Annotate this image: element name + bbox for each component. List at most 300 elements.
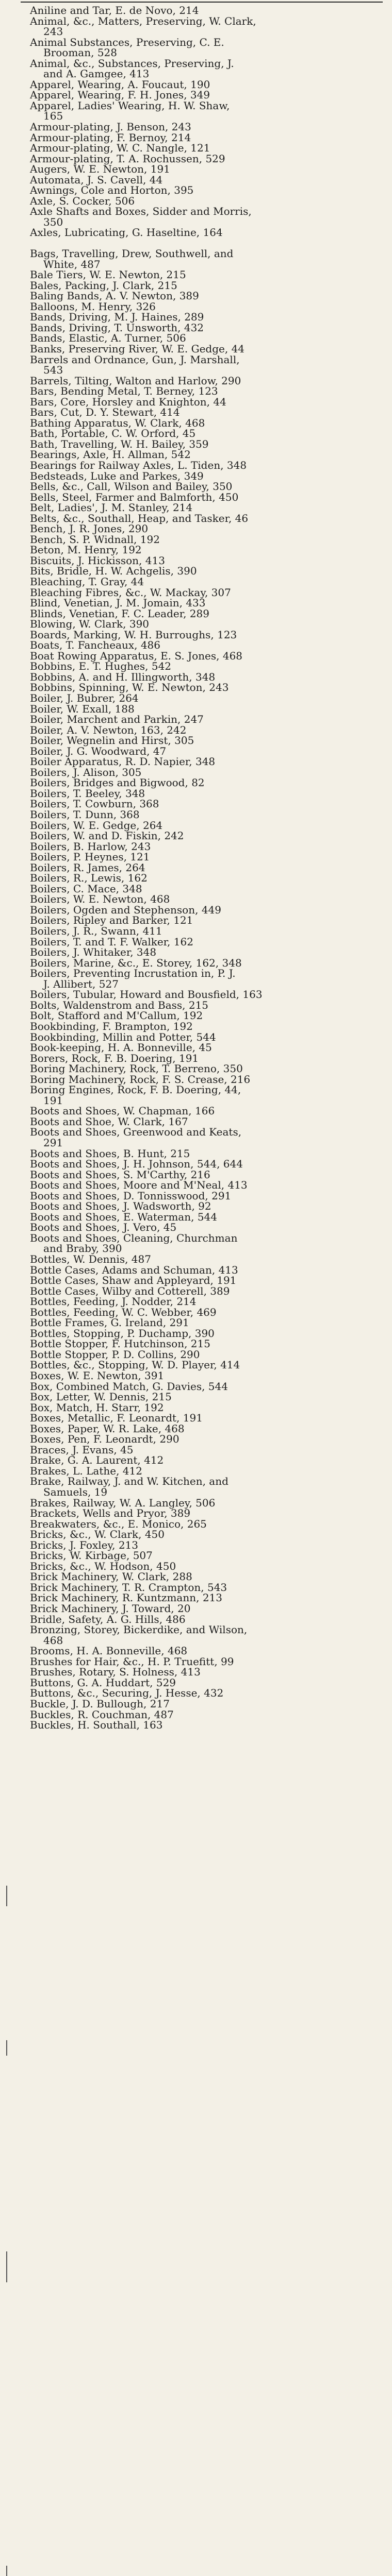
index-entry: [30, 1423, 365, 1434]
index-entry-text: Boilers, Marine, &c., E. Storey, 162, 348: [30, 956, 242, 969]
index-entry-text: Boilers, Ripley and Barker, 121: [30, 914, 193, 927]
index-entry: [30, 1201, 365, 1212]
index-entry: [30, 492, 365, 503]
index-entry: [30, 894, 365, 905]
index-entry: [30, 471, 365, 482]
index-entry-text: Bottle Stopper, F. Hutchinson, 215: [30, 1337, 210, 1350]
index-entry: [30, 1434, 365, 1445]
index-entry-text: Buckles, R. Couchman, 487: [30, 1708, 174, 1721]
index-entry-text: Boots and Shoes, J. Vero, 45: [30, 1221, 177, 1234]
index-entry: [30, 1624, 365, 1646]
index-entry-text: Boilers, Preventing Incrustation in, P. J.: [30, 967, 236, 980]
index-entry-text: Boring Engines, Rock, F. B. Doering, 44,: [30, 1083, 241, 1096]
index-entry-text: Brackets, Wells and Pryor, 389: [30, 1507, 191, 1520]
index-entry: [30, 820, 365, 831]
index-entry-text: Armour-plating, F. Bernoy, 214: [30, 131, 191, 144]
index-entry: [30, 735, 365, 746]
index-entry-text: Borers, Rock, F. B. Doering, 191: [30, 1052, 199, 1064]
index-entry-text: Box, Combined Match, G. Davies, 544: [30, 1380, 228, 1393]
index-entry: [30, 5, 365, 16]
index-entry: [30, 269, 365, 280]
index-entry-text: Boxes, Paper, W. R. Lake, 468: [30, 1422, 185, 1435]
index-entry-text: Boots and Shoes, S. M'Carthy, 216: [30, 1168, 210, 1181]
index-entry-text: Boiler Apparatus, R. D. Napier, 348: [30, 755, 216, 768]
index-entry: [30, 1116, 365, 1127]
index-entry: [30, 1106, 365, 1116]
index-entry-text: Brick Machinery, T. R. Crampton, 543: [30, 1581, 227, 1594]
index-entry: [30, 704, 365, 715]
index-entry: [30, 407, 365, 418]
index-entry: [30, 418, 365, 429]
index-entry-text: Boots and Shoes, Moore and M'Neal, 413: [30, 1179, 248, 1192]
index-entry: [30, 1159, 365, 1170]
index-entry: [30, 1699, 365, 1709]
index-entry-text: Boilers, P. Heynes, 121: [30, 851, 150, 863]
index-entry: [30, 428, 365, 439]
index-entry-text: Boilers, T. Beeley, 348: [30, 787, 145, 800]
index-entry: [30, 809, 365, 820]
index-entry-text: Blind, Venetian, J. M. Jomain, 433: [30, 597, 206, 609]
index-entry: [30, 1042, 365, 1053]
index-entry: [30, 1180, 365, 1191]
index-entry-text: Boxes, Pen, F. Leonardt, 290: [30, 1433, 179, 1446]
index-entry-text: Boilers, R. James, 264: [30, 861, 145, 874]
index-entry-text: Bales, Packing, J. Clark, 215: [30, 279, 177, 292]
index-entry: [30, 481, 365, 492]
index-entry: [30, 714, 365, 725]
index-entry-text: Boilers, J. Whitaker, 348: [30, 946, 157, 959]
index-entry-text: Boring Machinery, Rock, T. Berreno, 350: [30, 1062, 243, 1075]
index-entry-text: Boilers, W. E. Gedge, 264: [30, 819, 163, 832]
index-entry-text: Bleaching Fibres, &c., W. Mackay, 307: [30, 586, 231, 599]
index-entry-text: Bearings, Axle, H. Allman, 542: [30, 448, 191, 461]
index-entry-text: Boots and Shoes, B. Hunt, 215: [30, 1147, 190, 1160]
index-entry: [30, 725, 365, 736]
index-entry-text: Axle, S. Cocker, 506: [30, 194, 135, 207]
index-entry-text: Brick Machinery, W. Clark, 288: [30, 1570, 192, 1583]
index-entry-text: Bars, Core, Horsley and Knighton, 44: [30, 395, 226, 408]
index-entry: [30, 682, 365, 693]
index-entry: [30, 1317, 365, 1328]
index-entry: [30, 1063, 365, 1074]
index-entry-text: Balloons, M. Henry, 326: [30, 300, 156, 313]
index-entry: [30, 1000, 365, 1011]
index-entry-text: Bale Tiers, W. E. Newton, 215: [30, 268, 186, 281]
top-rule: [21, 2, 383, 3]
index-entry-text: Apparel, Wearing, F. H. Jones, 349: [30, 89, 210, 101]
index-entry-text: Beton, M. Henry, 192: [30, 544, 142, 556]
index-entry: [30, 905, 365, 916]
index-entry: [30, 1233, 365, 1254]
index-entry-text: Animal Substances, Preserving, C. E.: [30, 36, 224, 48]
index-entry: [30, 100, 365, 122]
index-entry: [30, 1381, 365, 1392]
index-entry-text: Banks, Preserving River, W. E. Gedge, 44: [30, 342, 245, 355]
index-entry: [30, 1582, 365, 1593]
index-entry: [30, 1148, 365, 1159]
index-entry-text: Bobbins, Spinning, W. E. Newton, 243: [30, 681, 229, 694]
index-entry-text: Bottle Cases, Wilby and Cotterell, 389: [30, 1284, 230, 1297]
index-entry-text: Buttons, &c., Securing, J. Hesse, 432: [30, 1687, 224, 1700]
index-entry-continuation: 543: [43, 364, 63, 377]
index-entry-text: Bars, Bending Metal, T. Berney, 123: [30, 385, 218, 398]
index-entry-text: Brakes, L. Lathe, 412: [30, 1464, 142, 1477]
index-entry-text: Blowing, W. Clark, 390: [30, 618, 150, 631]
index-entry: [30, 344, 365, 354]
index-entry: [30, 937, 365, 947]
index-entry: [30, 1084, 365, 1106]
index-entry-text: Boots and Shoes, J. Wadsworth, 92: [30, 1200, 211, 1213]
index-entry: [30, 640, 365, 651]
index-entry: [30, 439, 365, 450]
index-entry: [30, 1688, 365, 1699]
index-entry: [30, 502, 365, 513]
index-entry: [30, 926, 365, 937]
index-entry-text: Box, Letter, W. Dennis, 215: [30, 1391, 172, 1403]
index-entry-text: Bricks, J. Foxley, 213: [30, 1538, 138, 1551]
index-entry: [30, 1550, 365, 1561]
index-entry-text: Bands, Driving, M. J. Haines, 289: [30, 311, 204, 324]
index-entry: [30, 1222, 365, 1233]
index-entry-text: Boiler, Wegnelin and Hirst, 305: [30, 734, 194, 747]
index-entry-text: Bottles, W. Dennis, 487: [30, 1252, 151, 1265]
edge-mark: [6, 1886, 7, 1906]
index-entry-text: Boots and Shoes, W. Chapman, 166: [30, 1105, 215, 1117]
index-entry-text: Brakes, Railway, W. A. Langley, 506: [30, 1496, 216, 1509]
index-entry: [30, 1667, 365, 1677]
index-entry-text: Boilers, Bridges and Bigwood, 82: [30, 776, 205, 789]
index-entry-text: Boots and Shoe, W. Clark, 167: [30, 1115, 188, 1128]
index-entry-text: Boots and Shoes, E. Waterman, 544: [30, 1210, 217, 1223]
index-entry-text: Buckle, J. D. Bullough, 217: [30, 1697, 170, 1710]
index-entry: [30, 185, 365, 196]
index-entry: [30, 196, 365, 207]
index-entry-text: Boilers, J. Alison, 305: [30, 766, 142, 778]
index-entry-text: Boiler, J. G. Woodward, 47: [30, 744, 167, 757]
index-entry: [30, 1677, 365, 1688]
index-entry: [30, 587, 365, 598]
index-entry-text: Bottles, Feeding, W. C. Webber, 469: [30, 1306, 217, 1318]
index-entry: [30, 1656, 365, 1667]
index-entry-text: Boots and Shoes, J. H. Johnson, 544, 644: [30, 1158, 243, 1171]
index-entry: [30, 1296, 365, 1307]
index-column: [30, 5, 365, 1731]
index-entry-text: Bottle Frames, G. Ireland, 291: [30, 1316, 189, 1329]
index-entry-text: Bands, Driving, T. Unsworth, 432: [30, 321, 204, 334]
index-entry: [30, 37, 365, 58]
index-entry: [30, 841, 365, 852]
index-entry: [30, 619, 365, 630]
index-entry-continuation: 468: [43, 1634, 63, 1647]
index-entry: [30, 577, 365, 587]
index-entry-text: Bedsteads, Luke and Parkes, 349: [30, 469, 204, 482]
index-entry-text: Bottle Cases, Adams and Schuman, 413: [30, 1263, 238, 1276]
index-entry-text: Brushes for Hair, &c., H. P. Truefitt, 99: [30, 1655, 234, 1668]
index-entry: [30, 630, 365, 640]
index-entry: [30, 1402, 365, 1413]
index-entry-continuation: and A. Gamgee, 413: [43, 67, 150, 80]
index-entry-text: Automata, J. S. Cavell, 44: [30, 173, 163, 186]
index-entry: [30, 1614, 365, 1625]
index-entry-text: Brick Machinery, R. Kuntzmann, 213: [30, 1591, 222, 1604]
index-entry-continuation: Samuels, 19: [43, 1486, 108, 1499]
index-entry: [30, 968, 365, 989]
index-entry: [30, 661, 365, 672]
index-entry-continuation: 165: [43, 110, 63, 123]
index-entry-text: Belts, &c., Southall, Heap, and Tasker, 46: [30, 512, 249, 524]
index-entry: [30, 651, 365, 662]
index-entry-text: Buttons, G. A. Huddart, 529: [30, 1676, 176, 1689]
index-entry-text: Boiler, W. Exall, 188: [30, 702, 135, 715]
edge-mark: [6, 2566, 7, 2576]
index-entry-text: Bolts, Waldenstrom and Bass, 215: [30, 998, 209, 1011]
index-entry: [30, 862, 365, 873]
index-entry: [30, 1540, 365, 1551]
index-entry-text: Bobbins, E. T. Hughes, 542: [30, 660, 172, 673]
index-entry: [30, 1571, 365, 1582]
index-entry: [30, 1021, 365, 1032]
index-entry-text: Barrels, Tilting, Walton and Harlow, 290: [30, 374, 241, 387]
index-entry: [30, 386, 365, 397]
index-entry-text: Box, Match, H. Starr, 192: [30, 1401, 164, 1414]
index-entry: [30, 291, 365, 301]
index-entry: [30, 90, 365, 100]
index-entry: [30, 1529, 365, 1540]
index-entry-text: Book-keeping, H. A. Bonneville, 45: [30, 1041, 212, 1054]
index-entry: [30, 1592, 365, 1603]
index-entry-text: Brushes, Rotary, S. Holness, 413: [30, 1666, 201, 1679]
index-entry-text: Bottles, &c., Stopping, W. D. Player, 414: [30, 1359, 240, 1371]
index-entry-text: Bars, Cut, D. Y. Stewart, 414: [30, 406, 180, 419]
index-entry-continuation: 191: [43, 1094, 63, 1107]
index-entry: [30, 1508, 365, 1519]
index-entry-text: Brooms, H. A. Bonneville, 468: [30, 1645, 188, 1657]
index-entry: [30, 449, 365, 460]
index-entry: [30, 746, 365, 757]
index-entry-text: Boilers, T. Cowburn, 368: [30, 798, 159, 810]
edge-mark: [6, 2251, 7, 2282]
index-entry: [30, 376, 365, 386]
index-entry: [30, 1307, 365, 1318]
index-entry: [30, 947, 365, 958]
index-entry: [30, 788, 365, 799]
index-entry: [30, 1455, 365, 1466]
index-entry: [30, 523, 365, 534]
index-entry: [30, 1254, 365, 1265]
index-entry: [30, 16, 365, 37]
index-entry: [30, 1709, 365, 1720]
index-entry-text: Boilers, C. Mace, 348: [30, 882, 142, 895]
index-entry-text: Bleaching, T. Gray, 44: [30, 575, 144, 588]
index-entry-text: Bearings for Railway Axles, L. Tiden, 348: [30, 459, 247, 471]
section-gap: [30, 238, 365, 248]
index-entry: [30, 1370, 365, 1381]
index-entry: [30, 312, 365, 323]
index-entry: [30, 1720, 365, 1731]
index-entry-text: Bath, Portable, C. W. Orford, 45: [30, 427, 196, 440]
index-entry: [30, 1191, 365, 1201]
index-entry: [30, 248, 365, 269]
index-entry-text: Blinds, Venetian, F. C. Leader, 289: [30, 607, 209, 620]
index-entry-text: Boilers, T. and T. F. Walker, 162: [30, 935, 193, 948]
index-entry-continuation: White, 487: [43, 258, 101, 270]
index-entry: [30, 1275, 365, 1286]
index-entry-continuation: and Braby, 390: [43, 1242, 122, 1255]
index-entry: [30, 1392, 365, 1402]
index-entry-text: Boats, T. Fancheaux, 486: [30, 639, 161, 652]
index-entry: [30, 1498, 365, 1509]
index-entry-continuation: J. Allibert, 527: [43, 977, 119, 990]
index-entry-text: Bricks, &c., W. Clark, 450: [30, 1528, 165, 1541]
index-entry: [30, 164, 365, 175]
index-entry: [30, 1170, 365, 1180]
index-entry-text: Axles, Lubricating, G. Haseltine, 164: [30, 226, 223, 239]
index-entry-text: Boilers, B. Harlow, 243: [30, 840, 151, 853]
index-entry-text: Boiler, A. V. Newton, 163, 242: [30, 723, 187, 736]
index-entry-text: Apparel, Ladies' Wearing, H. W. Shaw,: [30, 99, 230, 112]
index-entry-text: Brick Machinery, J. Toward, 20: [30, 1602, 191, 1615]
index-entry: [30, 1349, 365, 1360]
index-entry-text: Boring Machinery, Rock, F. S. Crease, 216: [30, 1073, 251, 1086]
index-entry-text: Baling Bands, A. V. Newton, 389: [30, 290, 199, 302]
index-entry: [30, 1561, 365, 1572]
index-entry-text: Boards, Marking, W. H. Burroughs, 123: [30, 628, 237, 641]
index-entry-text: Breakwaters, &c., E. Monico, 265: [30, 1517, 207, 1530]
index-entry: [30, 301, 365, 312]
index-entry-text: Armour-plating, T. A. Rochussen, 529: [30, 152, 225, 165]
index-entry-text: Barrels and Ordnance, Gun, J. Marshall,: [30, 353, 240, 366]
index-entry: [30, 1286, 365, 1297]
index-entry: [30, 513, 365, 524]
index-entry: [30, 1476, 365, 1497]
index-entry-text: Bathing Apparatus, W. Clark, 468: [30, 416, 205, 429]
index-entry-text: Boots and Shoes, Cleaning, Churchman: [30, 1231, 238, 1244]
index-entry-continuation: 350: [43, 215, 63, 228]
index-entry: [30, 555, 365, 566]
index-entry-text: Braces, J. Evans, 45: [30, 1443, 134, 1456]
index-entry-text: Armour-plating, W. C. Nangle, 121: [30, 142, 210, 155]
index-entry-text: Apparel, Wearing, A. Foucaut, 190: [30, 78, 210, 91]
index-entry: [30, 831, 365, 841]
index-entry: [30, 122, 365, 132]
index-entry: [30, 206, 365, 227]
index-entry: [30, 693, 365, 704]
index-entry-text: Boilers, T. Dunn, 368: [30, 808, 140, 821]
index-entry-text: Belt, Ladies', J. M. Stanley, 214: [30, 501, 193, 514]
index-entry-text: Boilers, Ogden and Stephenson, 449: [30, 903, 221, 916]
index-entry-text: Boilers, W. and D. Fiskin, 242: [30, 829, 184, 842]
index-entry: [30, 397, 365, 408]
index-entry: [30, 154, 365, 164]
index-entry: [30, 545, 365, 555]
index-entry: [30, 915, 365, 926]
index-entry: [30, 1074, 365, 1085]
index-entry-text: Bath, Travelling, W. H. Bailey, 359: [30, 437, 209, 450]
index-entry-text: Bookbinding, Millin and Potter, 544: [30, 1030, 216, 1043]
index-entry: [30, 132, 365, 143]
index-entry: [30, 1212, 365, 1223]
index-entry: [30, 608, 365, 619]
index-entry-text: Boots and Shoes, Greenwood and Keats,: [30, 1126, 242, 1139]
index-entry: [30, 1466, 365, 1477]
index-entry-text: Axle Shafts and Boxes, Sidder and Morris,: [30, 205, 252, 218]
index-entry: [30, 1127, 365, 1148]
index-entry: [30, 958, 365, 969]
index-entry-text: Boots and Shoes, D. Tonnisswood, 291: [30, 1189, 232, 1202]
index-entry-text: Animal, &c., Matters, Preserving, W. Clark,: [30, 14, 256, 27]
index-entry: [30, 460, 365, 471]
index-entry-continuation: Brooman, 528: [43, 46, 117, 59]
index-entry-continuation: 291: [43, 1136, 63, 1149]
index-entry-text: Brake, Railway, J. and W. Kitchen, and: [30, 1475, 228, 1488]
index-entry: [30, 534, 365, 545]
index-entry: [30, 799, 365, 809]
index-entry-text: Bits, Bridle, H. W. Achgelis, 390: [30, 565, 197, 578]
index-entry: [30, 1328, 365, 1339]
index-entry-text: Bottles, Feeding, J. Nodder, 214: [30, 1295, 197, 1308]
index-entry-text: Awnings, Cole and Horton, 395: [30, 184, 194, 197]
index-entry: [30, 354, 365, 376]
index-entry: [30, 777, 365, 788]
index-entry: [30, 767, 365, 778]
index-entry: [30, 873, 365, 884]
index-entry-text: Bells, Steel, Farmer and Balmforth, 450: [30, 490, 239, 503]
index-entry: [30, 58, 365, 79]
index-entry: [30, 989, 365, 1000]
index-entry: [30, 1032, 365, 1043]
index-entry-text: Bricks, W. Kirbage, 507: [30, 1549, 153, 1562]
index-entry: [30, 1053, 365, 1064]
index-entry-text: Bench, J. R. Jones, 290: [30, 522, 149, 535]
binding-edge-marks: [3, 0, 13, 2576]
index-entry-text: Bobbins, A. and H. Illingworth, 348: [30, 670, 216, 683]
index-entry: [30, 333, 365, 344]
index-entry: [30, 143, 365, 154]
index-entry-text: Bells, &c., Call, Wilson and Bailey, 350: [30, 480, 233, 493]
index-entry-text: Boiler, J. Bubrer, 264: [30, 692, 139, 704]
index-entry: [30, 1646, 365, 1656]
index-entry-text: Augers, W. E. Newton, 191: [30, 163, 170, 176]
index-entry: [30, 175, 365, 185]
index-entry-text: Bronzing, Storey, Bickerdike, and Wilson,: [30, 1623, 248, 1636]
index-entry: [30, 227, 365, 238]
index-entry-text: Animal, &c., Substances, Preserving, J.: [30, 57, 234, 70]
index-entry-text: Bricks, &c., W. Hodson, 450: [30, 1560, 176, 1572]
index-entry: [30, 598, 365, 608]
index-entry: [30, 884, 365, 894]
index-entry-text: Boilers, J. R., Swann, 411: [30, 925, 162, 938]
index-entry-continuation: 243: [43, 25, 63, 38]
index-entry: [30, 852, 365, 862]
index-entry-text: Bottle Stopper, P. D. Collins, 290: [30, 1348, 200, 1361]
index-entry-text: Brake, G. A. Laurent, 412: [30, 1454, 164, 1467]
index-entry: [30, 672, 365, 683]
index-entry: [30, 566, 365, 577]
index-entry-text: Bands, Elastic, A. Turner, 506: [30, 332, 186, 345]
index-entry-text: Boat Rowing Apparatus, E. S. Jones, 468: [30, 649, 243, 662]
index-entry-text: Bags, Travelling, Drew, Southwell, and: [30, 247, 234, 260]
edge-mark: [6, 2040, 7, 2056]
index-entry: [30, 1338, 365, 1349]
index-entry: [30, 1360, 365, 1370]
index-entry-text: Buckles, H. Southall, 163: [30, 1719, 163, 1732]
index-entry-text: Bolt, Stafford and M'Callum, 192: [30, 1009, 203, 1022]
index-entry-text: Bottle Cases, Shaw and Appleyard, 191: [30, 1274, 237, 1287]
index-entry-text: Bench, S. P. Widnall, 192: [30, 533, 160, 546]
index-entry-text: Boiler, Marchent and Parkin, 247: [30, 713, 204, 726]
index-entry-text: Boilers, Tubular, Howard and Bousfield, 163: [30, 988, 263, 1001]
index-entry: [30, 1445, 365, 1455]
